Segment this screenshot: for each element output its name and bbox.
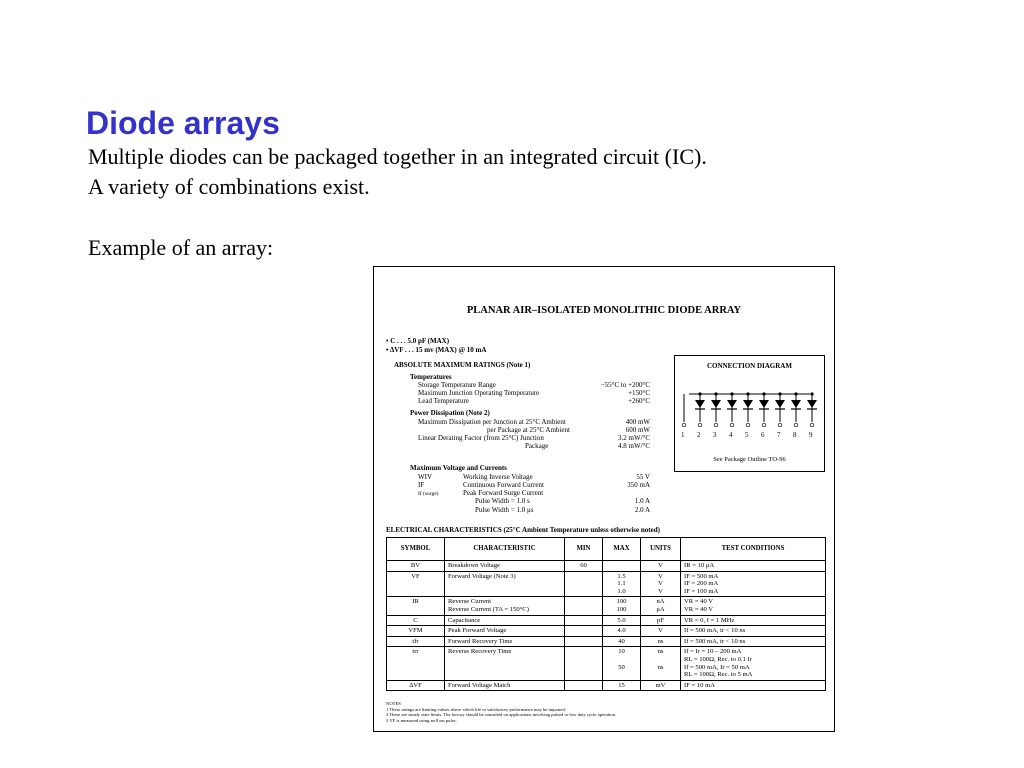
power-label: Maximum Dissipation per Junction at 25°C Ambient bbox=[418, 418, 566, 426]
body-line-3: Example of an array: bbox=[88, 235, 274, 260]
pin-terminal bbox=[730, 423, 734, 427]
column-header: TEST CONDITIONS bbox=[681, 538, 826, 561]
electrical-characteristics-table bbox=[386, 537, 826, 691]
abs-max-title: ABSOLUTE MAXIMUM RATINGS (Note 1) bbox=[394, 361, 531, 369]
diode-symbol bbox=[791, 392, 801, 422]
cell-units: ns ns bbox=[641, 647, 681, 680]
connection-diagram-title: CONNECTION DIAGRAM bbox=[707, 362, 792, 370]
temp-label: Storage Temperature Range bbox=[418, 381, 496, 389]
volt-symbol: WIV bbox=[418, 473, 432, 481]
power-label: per Package at 25°C Ambient bbox=[487, 426, 570, 434]
cell-char: Breakdown Voltage bbox=[445, 561, 565, 572]
temp-label: Lead Temperature bbox=[418, 397, 469, 405]
slide-title: Diode arrays bbox=[86, 105, 280, 141]
column-header: MAX bbox=[603, 538, 641, 561]
cell-min: 60 bbox=[565, 561, 603, 572]
diode-symbol bbox=[727, 392, 737, 422]
pin-number: 6 bbox=[761, 431, 765, 439]
cell-min bbox=[565, 626, 603, 637]
cell-max: 4.0 bbox=[603, 626, 641, 637]
cell-sym: C bbox=[387, 615, 445, 626]
cell-max: 5.0 bbox=[603, 615, 641, 626]
table-row bbox=[387, 571, 826, 597]
cell-cond: IF = 500 mA IF = 200 mA IF = 100 mA bbox=[681, 571, 826, 597]
temp-value: −55°C to +200°C bbox=[600, 381, 650, 389]
diode-symbol bbox=[759, 392, 769, 422]
table-row bbox=[387, 615, 826, 626]
volt-label: Working Inverse Voltage bbox=[463, 473, 533, 481]
note-line: 2 These are steady state limits. The factory should be consulted on applications involving pulsed or low duty cycle operation. bbox=[386, 712, 617, 718]
power-heading: Power Dissipation (Note 2) bbox=[410, 409, 490, 417]
cell-sym: trr bbox=[387, 647, 445, 680]
cell-min bbox=[565, 647, 603, 680]
cell-units: V V V bbox=[641, 571, 681, 597]
temps-heading: Temperatures bbox=[410, 373, 452, 381]
power-value: 400 mW bbox=[625, 418, 650, 426]
cell-units: nA μA bbox=[641, 597, 681, 615]
volt-value: 55 V bbox=[636, 473, 650, 481]
cell-max bbox=[603, 561, 641, 572]
pin-terminal bbox=[682, 423, 686, 427]
cell-sym: tfr bbox=[387, 636, 445, 647]
cell-cond: If = 500 mA, tr < 10 ns bbox=[681, 626, 826, 637]
cell-min bbox=[565, 615, 603, 626]
column-header: MIN bbox=[565, 538, 603, 561]
cell-max: 100 100 bbox=[603, 597, 641, 615]
cell-cond: VR = 40 V VR = 40 V bbox=[681, 597, 826, 615]
diode-symbol bbox=[695, 392, 705, 422]
temp-value: +150°C bbox=[628, 389, 650, 397]
package-outline-note: See Package Outline TO-96 bbox=[713, 456, 786, 463]
cell-min bbox=[565, 571, 603, 597]
pin-number: 9 bbox=[809, 431, 813, 439]
diode-symbol bbox=[775, 392, 785, 422]
power-value: 3.2 mW/°C bbox=[618, 434, 650, 442]
cell-units: mV bbox=[641, 680, 681, 691]
pin-terminal bbox=[778, 423, 782, 427]
pin-terminal bbox=[746, 423, 750, 427]
pin-terminal bbox=[810, 423, 814, 427]
volt-symbol: IF bbox=[418, 481, 425, 489]
datasheet-image bbox=[373, 266, 835, 732]
cell-units: V bbox=[641, 626, 681, 637]
power-value: 4.8 mW/°C bbox=[618, 442, 650, 450]
bullet-capacitance: • C . . . 5.0 pF (MAX) bbox=[386, 337, 450, 345]
cell-char: Peak Forward Voltage bbox=[445, 626, 565, 637]
bullet-vf-match: • ΔVF . . . 15 mv (MAX) @ 10 mA bbox=[386, 346, 487, 354]
volt-label: Pulse Width = 1.0 μs bbox=[475, 506, 534, 514]
table-row bbox=[387, 626, 826, 637]
cell-cond: IR = 10 μA bbox=[681, 561, 826, 572]
cell-char: Reverse Current Reverse Current (TA = 150°C) bbox=[445, 597, 565, 615]
power-label: Package bbox=[525, 442, 549, 450]
pin-number: 5 bbox=[745, 431, 749, 439]
pin-terminal bbox=[698, 423, 702, 427]
body-line-2: A variety of combinations exist. bbox=[88, 174, 370, 199]
cell-units: V bbox=[641, 561, 681, 572]
cell-cond: VR = 0, f = 1 MHz bbox=[681, 615, 826, 626]
temp-value: +260°C bbox=[628, 397, 650, 405]
volt-symbol: If (surge) bbox=[418, 491, 439, 497]
pin-terminal bbox=[762, 423, 766, 427]
cell-min bbox=[565, 636, 603, 647]
table-row bbox=[387, 561, 826, 572]
cell-char: Capacitance bbox=[445, 615, 565, 626]
cell-char: Reverse Recovery Time bbox=[445, 647, 565, 680]
datasheet-title: PLANAR AIR–ISOLATED MONOLITHIC DIODE ARRAY bbox=[466, 305, 742, 316]
diode-symbol bbox=[807, 392, 817, 422]
pin-number: 1 bbox=[681, 431, 685, 439]
cell-max: 10 50 bbox=[603, 647, 641, 680]
connection-diagram bbox=[674, 355, 825, 472]
column-header: CHARACTERISTIC bbox=[445, 538, 565, 561]
pin-number: 2 bbox=[697, 431, 701, 439]
cell-cond: If = 500 mA, tr < 10 ns bbox=[681, 636, 826, 647]
cell-sym: VF bbox=[387, 571, 445, 597]
pin-number: 3 bbox=[713, 431, 717, 439]
cell-sym: BV bbox=[387, 561, 445, 572]
pin-number: 7 bbox=[777, 431, 781, 439]
body-line-1: Multiple diodes can be packaged together in an integrated circuit (IC). bbox=[88, 144, 707, 169]
volt-label: Pulse Width = 1.0 s bbox=[475, 497, 530, 505]
cell-max: 1.5 1.1 1.0 bbox=[603, 571, 641, 597]
cell-units: pF bbox=[641, 615, 681, 626]
column-header: SYMBOL bbox=[387, 538, 445, 561]
pin-number: 4 bbox=[729, 431, 733, 439]
note-line: NOTES bbox=[386, 701, 401, 706]
temp-label: Maximum Junction Operating Temperature bbox=[418, 389, 540, 397]
cell-sym: ΔVF bbox=[387, 680, 445, 691]
power-value: 600 mW bbox=[625, 426, 650, 434]
cell-units: ns bbox=[641, 636, 681, 647]
cell-sym: IR bbox=[387, 597, 445, 615]
cell-cond: If = Ir = 10 – 200 mA RL = 100Ω, Rec. to 0.1 Ir If = 500 mA, Ir = 50 mA RL = 100Ω, Rec. to 5 mA bbox=[681, 647, 826, 680]
pin-terminal bbox=[714, 423, 718, 427]
cell-min bbox=[565, 597, 603, 615]
diode-symbol bbox=[743, 392, 753, 422]
cell-max: 15 bbox=[603, 680, 641, 691]
pin-number: 8 bbox=[793, 431, 797, 439]
cell-sym: VFM bbox=[387, 626, 445, 637]
cell-min bbox=[565, 680, 603, 691]
electrical-characteristics-title: ELECTRICAL CHARACTERISTICS (25°C Ambient Temperature unless otherwise noted) bbox=[386, 526, 660, 534]
table-row bbox=[387, 680, 826, 691]
note-line: 3 VF is measured using an 8 ms pulse. bbox=[386, 717, 457, 723]
cell-char: Forward Recovery Time bbox=[445, 636, 565, 647]
pin-terminal bbox=[794, 423, 798, 427]
cell-char: Forward Voltage (Note 3) bbox=[445, 571, 565, 597]
power-label: Linear Derating Factor (from 25°C) Junction bbox=[418, 434, 544, 442]
note-line: 1 These ratings are limiting values above which life or satisfactory performance may be impaired. bbox=[386, 706, 566, 712]
volt-value: 350 mA bbox=[627, 481, 650, 489]
cell-max: 40 bbox=[603, 636, 641, 647]
table-row bbox=[387, 636, 826, 647]
table-row bbox=[387, 597, 826, 615]
volt-label: Peak Forward Surge Current bbox=[463, 489, 544, 497]
cell-cond: IF = 10 mA bbox=[681, 680, 826, 691]
diode-array-schematic bbox=[675, 382, 824, 452]
cell-char: Forward Voltage Match bbox=[445, 680, 565, 691]
datasheet-notes bbox=[386, 701, 616, 723]
column-header: UNITS bbox=[641, 538, 681, 561]
table-row bbox=[387, 647, 826, 680]
volt-value: 2.0 A bbox=[634, 506, 650, 514]
volt-heading: Maximum Voltage and Currents bbox=[410, 464, 507, 472]
volt-label: Continuous Forward Current bbox=[463, 481, 544, 489]
volt-value: 1.0 A bbox=[634, 497, 650, 505]
diode-symbol bbox=[711, 392, 721, 422]
